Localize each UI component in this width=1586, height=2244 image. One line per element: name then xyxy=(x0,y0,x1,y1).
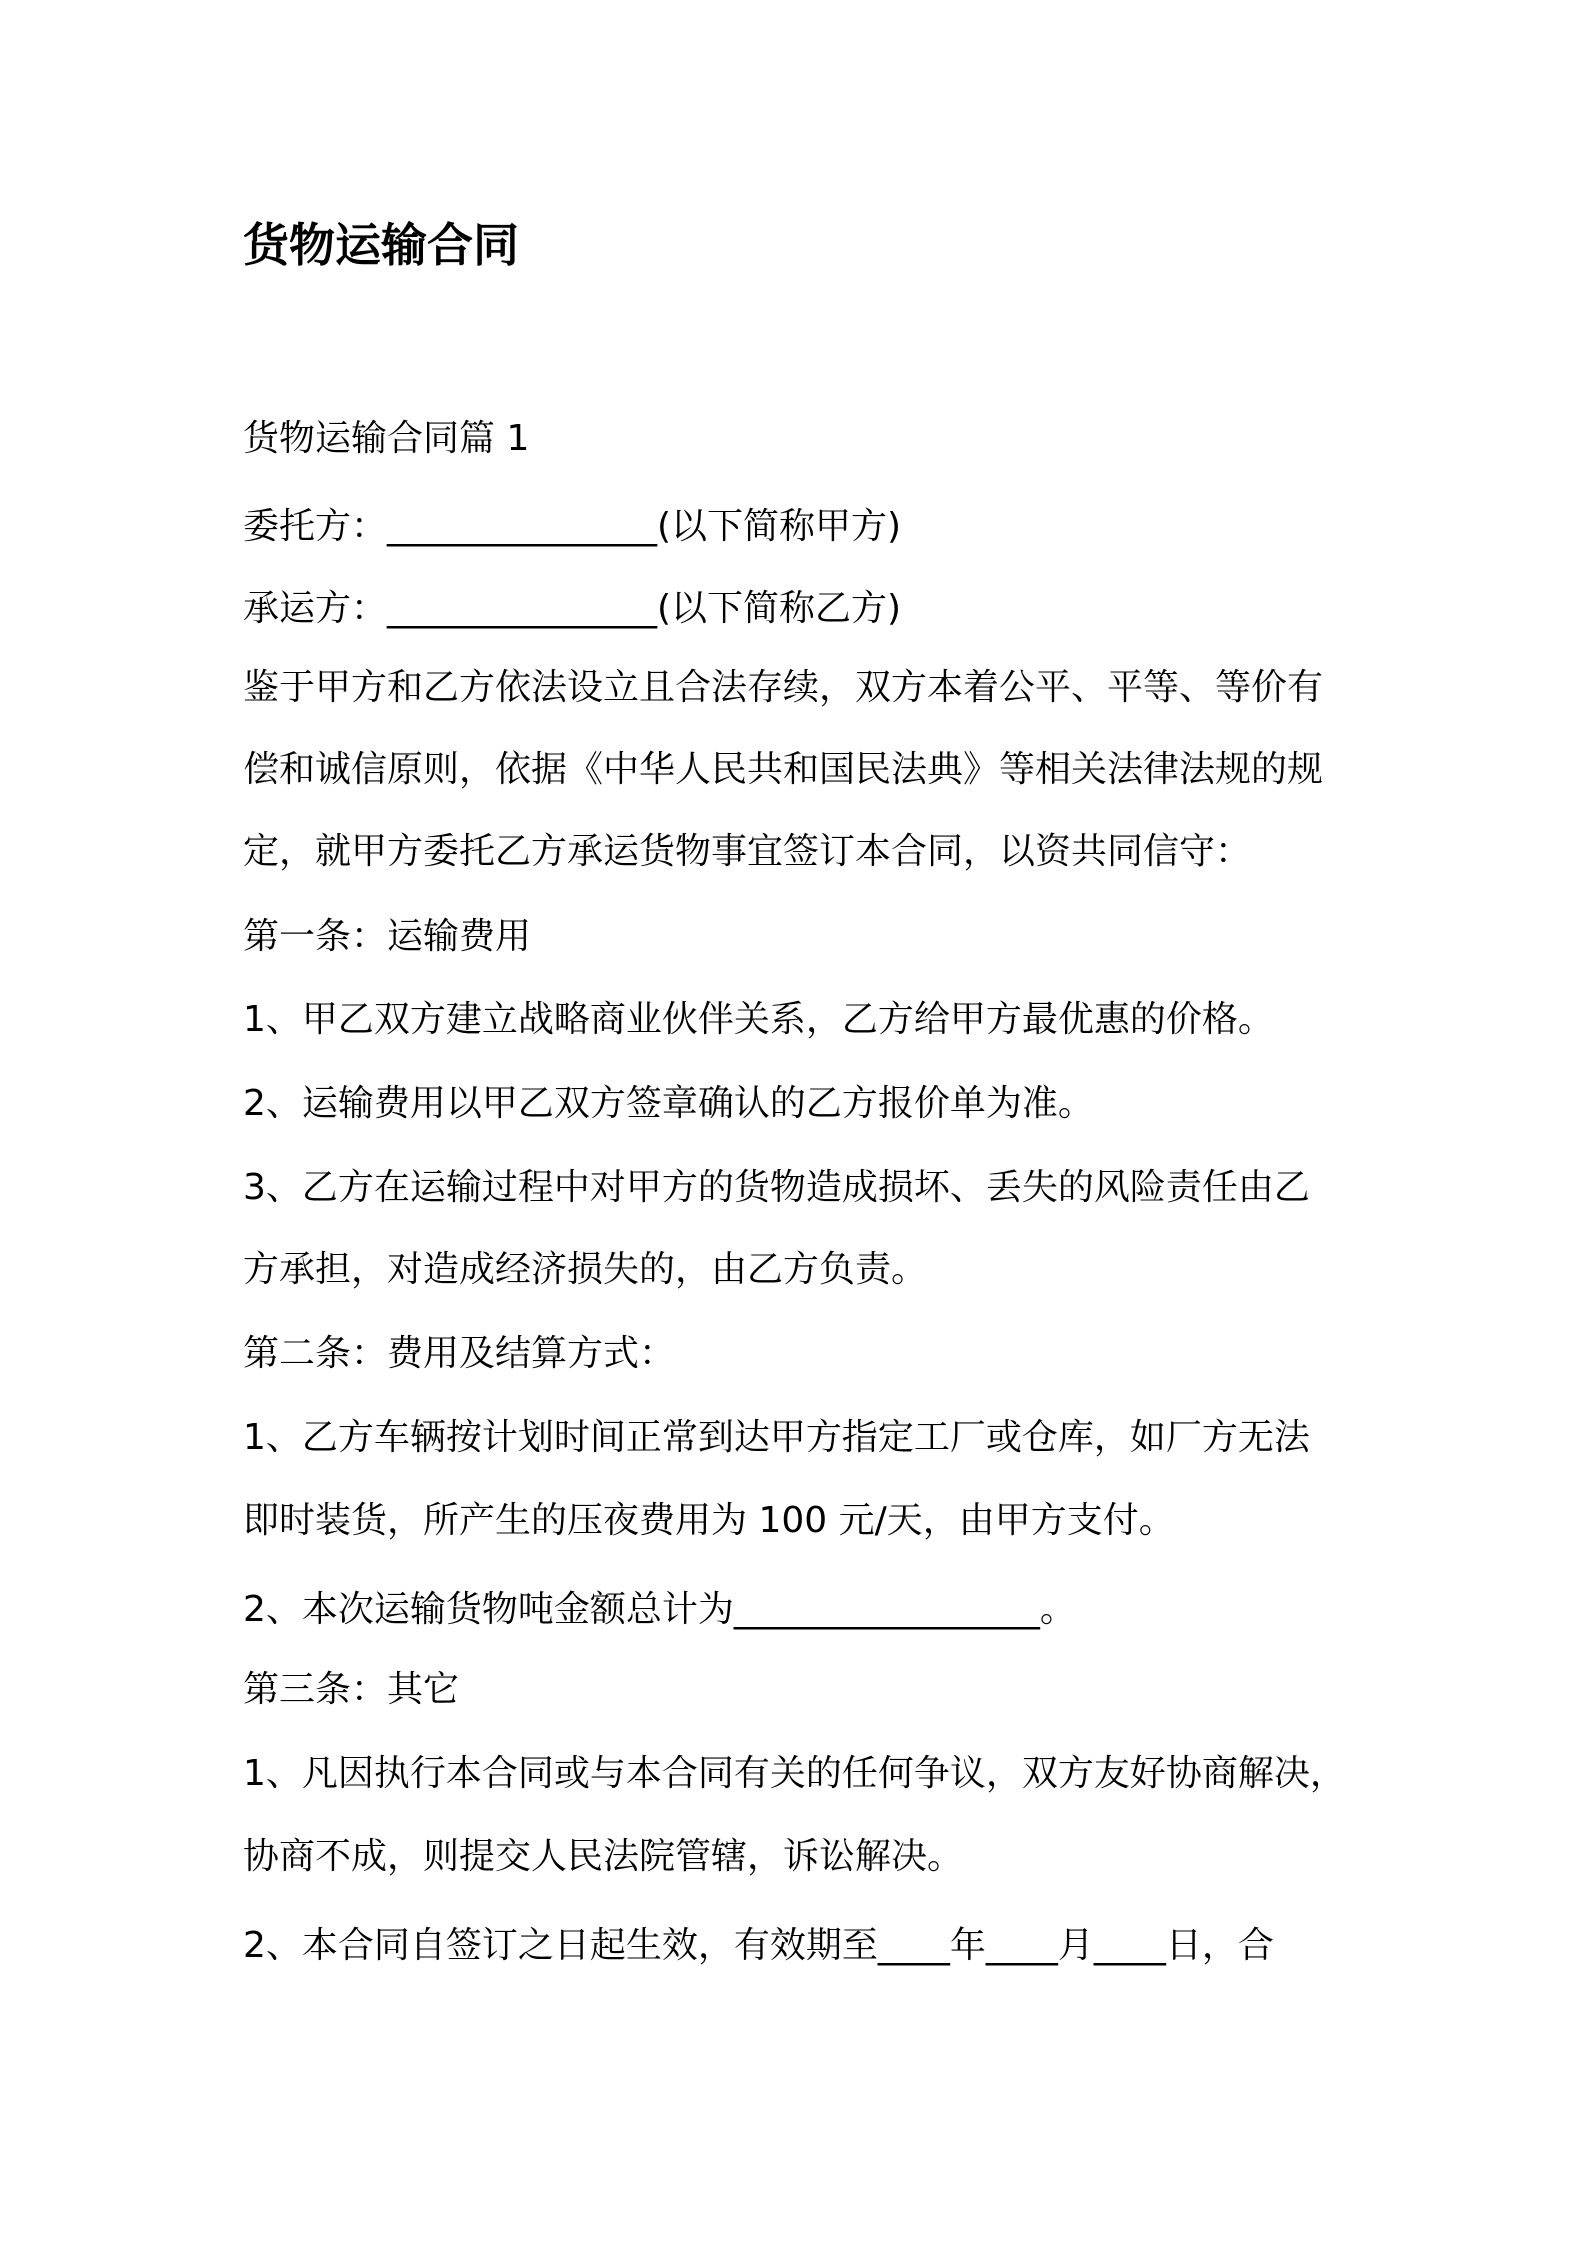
clause-line: 2、本合同自签订之日起生效，有效期至____年____月____日，合 xyxy=(243,1925,1274,1966)
section-heading: 货物运输合同篇 1 xyxy=(243,418,530,459)
preamble-line: 定，就甲方委托乙方承运货物事宜签订本合同，以资共同信守： xyxy=(243,831,1252,872)
clause-line: 即时装货，所产生的压夜费用为 100 元/天，由甲方支付。 xyxy=(243,1500,1175,1541)
preamble-line: 鉴于甲方和乙方依法设立且合法存续，双方本着公平、平等、等价有 xyxy=(243,667,1324,708)
party-a-line: 委托方：_______________(以下简称甲方) xyxy=(243,506,902,547)
clause-line: 1、甲乙双方建立战略商业伙伴关系，乙方给甲方最优惠的价格。 xyxy=(243,999,1274,1040)
preamble-line: 偿和诚信原则，依据《中华人民共和国民法典》等相关法律法规的规 xyxy=(243,749,1324,790)
party-b-line: 承运方：_______________(以下简称乙方) xyxy=(243,588,902,629)
clause-line: 协商不成，则提交人民法院管辖，诉讼解决。 xyxy=(243,1836,964,1877)
clause-line: 方承担，对造成经济损失的，由乙方负责。 xyxy=(243,1249,928,1290)
document-title: 货物运输合同 xyxy=(243,218,519,272)
clause-line: 1、凡因执行本合同或与本合同有关的任何争议，双方友好协商解决， xyxy=(243,1753,1346,1794)
clause-line: 2、本次运输货物吨金额总计为_________________。 xyxy=(243,1589,1076,1630)
article-heading: 第三条：其它 xyxy=(243,1669,460,1710)
article-heading: 第二条：费用及结算方式： xyxy=(243,1333,676,1374)
clause-line: 2、运输费用以甲乙双方签章确认的乙方报价单为准。 xyxy=(243,1083,1094,1124)
article-heading: 第一条：运输费用 xyxy=(243,916,532,957)
clause-line: 3、乙方在运输过程中对甲方的货物造成损坏、丢失的风险责任由乙 xyxy=(243,1167,1310,1208)
clause-line: 1、乙方车辆按计划时间正常到达甲方指定工厂或仓库，如厂方无法 xyxy=(243,1417,1310,1458)
